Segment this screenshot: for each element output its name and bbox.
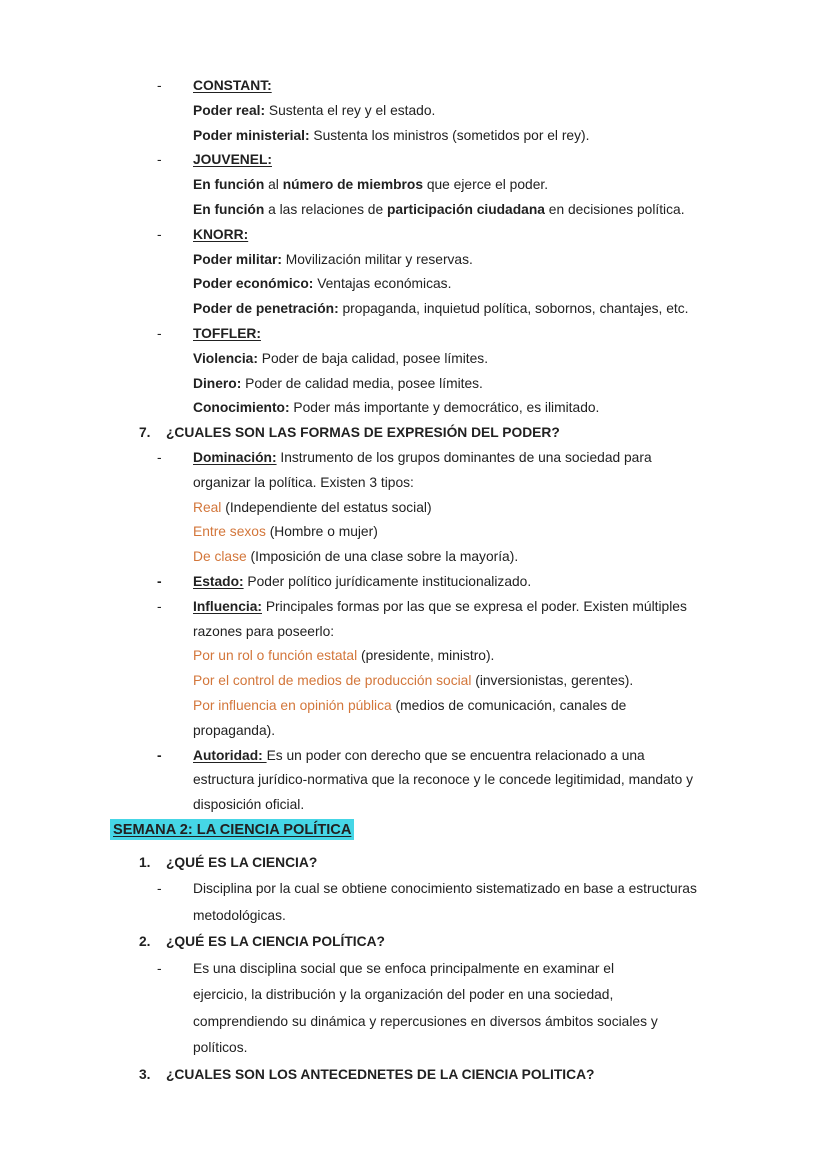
text-segment: Poder económico: [193, 276, 314, 292]
numbered-list-item [0, 1062, 828, 1089]
text-segment: Poder ministerial: [193, 127, 310, 143]
text-segment: Movilización militar y reservas. [281, 251, 473, 267]
underlined-term: Dominación: [193, 449, 277, 465]
text-segment: número de miembros [282, 177, 423, 193]
orange-term: Por el control de medios de producción social [193, 673, 472, 689]
text-segment: participación ciudadana [387, 201, 545, 217]
text-segment: (Imposición de una clase sobre la mayoría). [246, 549, 519, 565]
list-number: 3. [139, 1066, 151, 1082]
text-line [0, 1009, 828, 1036]
orange-term: De clase [193, 549, 247, 565]
text-segment: Poder de baja calidad, posee límites. [257, 350, 489, 366]
text-line [0, 644, 828, 669]
dash-list-item [0, 956, 828, 983]
list-number: 1. [139, 854, 151, 870]
text-line [0, 396, 828, 421]
text-segment: Principales formas por las que se expresa el poder. Existen múltiples [262, 598, 687, 614]
dash-list-item [0, 876, 828, 903]
underlined-term: CONSTANT: [193, 78, 272, 93]
text-segment: propaganda, inquietud política, sobornos, chantajes, etc. [338, 301, 689, 317]
underlined-term: JOUVENEL: [193, 152, 272, 168]
dash-bullet: - [157, 573, 162, 589]
text-segment: Poder real: [193, 102, 266, 118]
text-segment: Violencia: [193, 350, 258, 366]
text-line [0, 520, 828, 545]
text-line [0, 669, 828, 694]
dash-list-item [0, 595, 828, 620]
text-line [0, 496, 828, 521]
list-number: 7. [139, 425, 151, 441]
text-segment: que ejerce el poder. [423, 177, 549, 193]
text-segment: propaganda). [193, 722, 276, 738]
text-line [0, 982, 828, 1009]
text-segment: a las relaciones de [264, 201, 387, 217]
text-segment: Es una disciplina social que se enfoca principalmente en examinar el [193, 960, 615, 976]
list-number: 2. [139, 934, 151, 950]
orange-term: Por influencia en opinión pública [193, 697, 392, 713]
text-segment: políticos. [193, 1040, 248, 1056]
numbered-list-item [0, 850, 828, 877]
text-line [0, 297, 828, 322]
text-segment: comprendiendo su dinámica y repercusiones en diversos ámbitos sociales y [193, 1013, 658, 1029]
dash-bullet: - [157, 152, 162, 168]
text-segment: Instrumento de los grupos dominantes de una sociedad para [276, 449, 652, 465]
orange-term: Entre sexos [193, 524, 266, 540]
dash-bullet: - [157, 78, 162, 93]
text-segment: (medios de comunicación, canales de [391, 697, 627, 713]
text-segment: Ventajas económicas. [313, 276, 452, 292]
text-segment: metodológicas. [193, 907, 286, 923]
text-line [0, 124, 828, 149]
text-line [0, 694, 828, 719]
text-segment: Sustenta el rey y el estado. [265, 102, 436, 118]
text-line [0, 173, 828, 198]
text-line [0, 793, 828, 818]
underlined-term: Autoridad: [193, 747, 267, 763]
text-segment: (Independiente del estatus social) [221, 499, 432, 515]
dash-list-item [0, 570, 828, 595]
text-line [0, 768, 828, 793]
text-segment: Poder político jurídicamente institucionalizado. [243, 573, 532, 589]
dash-bullet: - [157, 598, 162, 614]
dash-bullet: - [157, 881, 162, 897]
text-segment: ¿QUÉ ES LA CIENCIA POLÍTICA? [166, 934, 385, 950]
dash-bullet: - [157, 960, 162, 976]
text-segment: al [264, 177, 283, 193]
text-segment: Poder de calidad media, posee límites. [241, 375, 483, 391]
underlined-term: Influencia: [193, 598, 262, 614]
dash-list-item [0, 744, 828, 769]
orange-term: Real [193, 499, 222, 515]
text-line [0, 545, 828, 570]
text-line [0, 903, 828, 930]
text-line [0, 198, 828, 223]
dash-bullet: - [157, 226, 162, 242]
text-segment: disposición oficial. [193, 797, 305, 813]
text-segment: Conocimiento: [193, 400, 290, 416]
text-line [0, 272, 828, 297]
dash-bullet: - [157, 325, 162, 341]
underlined-term: TOFFLER: [193, 325, 261, 341]
dash-list-item [0, 74, 828, 99]
text-segment: razones para poseerlo: [193, 623, 335, 639]
text-line [0, 719, 828, 744]
underlined-term: KNORR: [193, 226, 249, 242]
text-segment: (presidente, ministro). [357, 648, 495, 664]
text-segment: Disciplina por la cual se obtiene conocimiento sistematizado en base a estructuras [193, 881, 697, 897]
text-line [0, 248, 828, 273]
text-segment: (Hombre o mujer) [265, 524, 378, 540]
dash-list-item [0, 148, 828, 173]
dash-list-item [0, 223, 828, 248]
dash-bullet: - [157, 747, 162, 763]
text-segment: Poder de penetración: [193, 301, 339, 317]
numbered-list-item [0, 421, 828, 446]
text-segment: en decisiones política. [544, 201, 685, 217]
text-line [0, 347, 828, 372]
text-segment: Dinero: [193, 375, 242, 391]
text-segment: Poder más importante y democrático, es ilimitado. [289, 400, 600, 416]
text-segment: En función [193, 201, 265, 217]
document-content [0, 74, 828, 1088]
orange-term: Por un rol o función estatal [193, 648, 358, 664]
underlined-term: Estado: [193, 573, 244, 589]
text-line [0, 99, 828, 124]
text-line [0, 471, 828, 496]
text-segment: En función [193, 177, 265, 193]
dash-list-item [0, 322, 828, 347]
text-segment: ¿CUALES SON LAS FORMAS DE EXPRESIÓN DEL PODER? [166, 425, 560, 441]
text-segment: Poder militar: [193, 251, 282, 267]
text-segment: (inversionistas, gerentes). [471, 673, 634, 689]
text-segment: ¿CUALES SON LOS ANTECEDNETES DE LA CIENCIA POLITICA? [166, 1066, 595, 1082]
text-line [0, 1035, 828, 1062]
dash-list-item [0, 446, 828, 471]
text-segment: Sustenta los ministros (sometidos por el rey). [309, 127, 590, 143]
text-segment: ¿QUÉ ES LA CIENCIA? [166, 854, 318, 870]
numbered-list-item [0, 929, 828, 956]
text-segment: organizar la política. Existen 3 tipos: [193, 474, 414, 490]
text-segment: estructura jurídico-normativa que la reconoce y le concede legitimidad, mandato y [193, 772, 694, 788]
text-segment: ejercicio, la distribución y la organización del poder en una sociedad, [193, 987, 614, 1003]
text-line [0, 620, 828, 645]
highlighted-heading-text: SEMANA 2: LA CIENCIA POLÍTICA [110, 819, 354, 840]
section-heading [0, 817, 828, 842]
text-segment: Es un poder con derecho que se encuentra relacionado a una [266, 747, 645, 763]
dash-bullet: - [157, 449, 162, 465]
text-line [0, 372, 828, 397]
